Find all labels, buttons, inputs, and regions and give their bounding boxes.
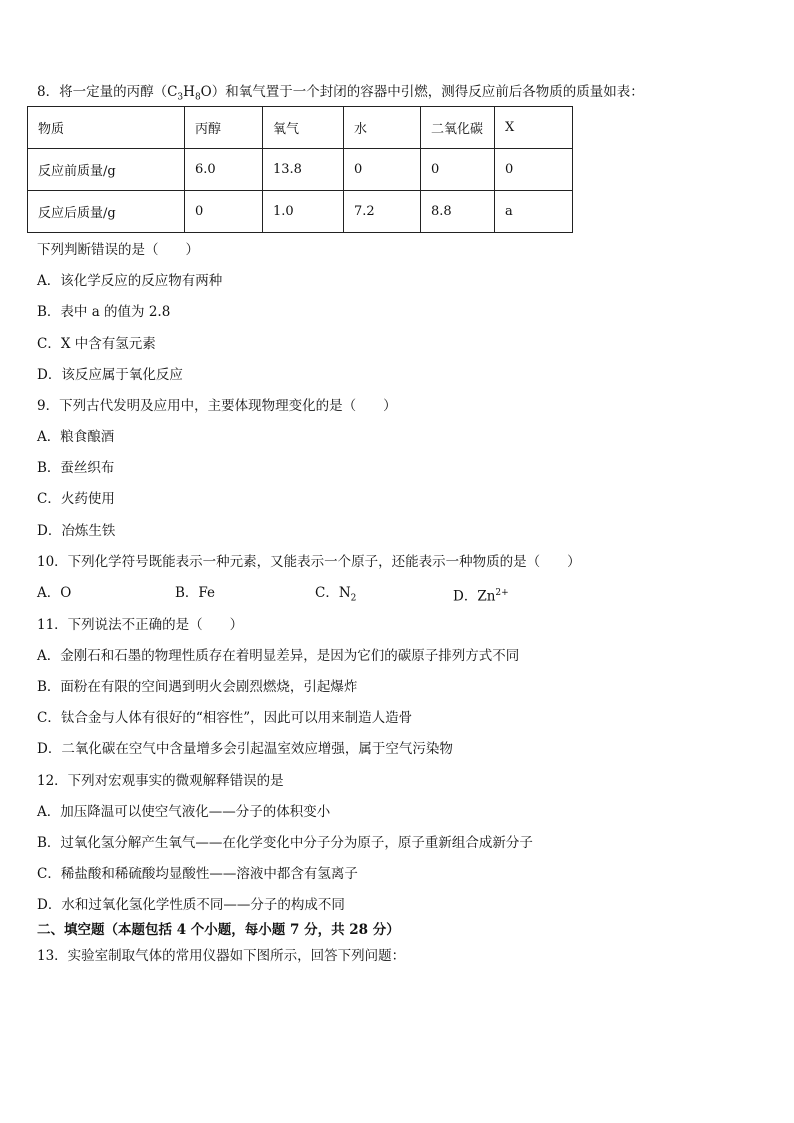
q10-option-c-text: C．N xyxy=(315,585,351,601)
table-cell: 6.0 xyxy=(185,149,263,191)
q12-option-c: C．稀盐酸和稀硫酸均显酸性——溶液中都含有氢离子 xyxy=(37,866,358,882)
q12-option-a: A．加压降温可以使空气液化——分子的体积变小 xyxy=(37,804,331,820)
table-cell: 8.8 xyxy=(421,191,495,233)
q10-option-d-text: D．Zn xyxy=(453,588,496,605)
table-header-row xyxy=(28,107,573,149)
q10-option-b: B．Fe xyxy=(175,585,216,601)
table-cell: 0 xyxy=(421,149,495,191)
q8-stem xyxy=(37,83,644,107)
q8-stem-part2: H xyxy=(183,84,195,100)
q8-stem-sub1: 3 xyxy=(177,92,184,103)
q8-question: 下列判断错误的是（ ） xyxy=(37,242,199,258)
q9-stem: 9．下列古代发明及应用中，主要体现物理变化的是（ ） xyxy=(37,398,397,414)
q10-stem: 10．下列化学符号既能表示一种元素，又能表示一个原子，还能表示一种物质的是（ ） xyxy=(37,554,581,570)
q10-option-c-sub: 2 xyxy=(350,593,357,604)
q13-stem: 13．实验室制取气体的常用仪器如下图所示，回答下列问题： xyxy=(37,948,406,964)
q9-option-c: C．火药使用 xyxy=(37,491,115,507)
q11-option-a: A．金刚石和石墨的物理性质存在着明显差异，是因为它们的碳原子排列方式不同 xyxy=(37,648,520,664)
q8-stem-part1: 8．将一定量的丙醇（C xyxy=(37,84,178,100)
table-cell: 0 xyxy=(495,149,573,191)
table-row xyxy=(28,191,573,233)
table-cell: 二氧化碳 xyxy=(421,107,495,149)
q10-option-a: A．O xyxy=(37,585,72,601)
q8-stem-part3: O）和氧气置于一个封闭的容器中引燃，测得反应前后各物质的质量如表： xyxy=(200,84,644,100)
q9-option-a: A．粮食酿酒 xyxy=(37,429,115,445)
table-row xyxy=(28,149,573,191)
q11-option-b: B．面粉在有限的空间遇到明火会剧烈燃烧，引起爆炸 xyxy=(37,679,358,695)
table-cell: 物质 xyxy=(28,107,185,149)
table-cell: 0 xyxy=(344,149,421,191)
table-cell: 丙醇 xyxy=(185,107,263,149)
q11-option-d: D．二氧化碳在空气中含量增多会引起温室效应增强，属于空气污染物 xyxy=(37,741,453,757)
q9-option-d: D．冶炼生铁 xyxy=(37,523,116,539)
q11-option-c: C．钛合金与人体有很好的“相容性”，因此可以用来制造人造骨 xyxy=(37,710,413,726)
table-cell: 反应前质量/g xyxy=(28,149,185,191)
q10-option-c xyxy=(315,584,356,608)
q10-option-d-sup: 2+ xyxy=(495,588,509,598)
table-cell: a xyxy=(495,191,573,233)
q11-stem: 11．下列说法不正确的是（ ） xyxy=(37,617,244,633)
table-cell: 反应后质量/g xyxy=(28,191,185,233)
table-cell: 13.8 xyxy=(263,149,344,191)
q8-option-b: B．表中 a 的值为 2.8 xyxy=(37,304,171,320)
table-cell: 水 xyxy=(344,107,421,149)
q10-option-d xyxy=(453,584,509,606)
mass-table xyxy=(27,106,573,233)
q12-option-b: B．过氧化氢分解产生氧气——在化学变化中分子分为原子，原子重新组合成新分子 xyxy=(37,835,533,851)
q9-option-b: B．蚕丝织布 xyxy=(37,460,115,476)
table-cell: X xyxy=(495,107,573,149)
table-cell: 7.2 xyxy=(344,191,421,233)
q8-stem-sub2: 8 xyxy=(194,92,201,103)
q8-option-a: A．该化学反应的反应物有两种 xyxy=(37,273,223,289)
table-cell: 1.0 xyxy=(263,191,344,233)
table-cell: 氧气 xyxy=(263,107,344,149)
table-cell: 0 xyxy=(185,191,263,233)
q12-option-d: D．水和过氧化氢化学性质不同——分子的构成不同 xyxy=(37,897,345,913)
q12-stem: 12．下列对宏观事实的微观解释错误的是 xyxy=(37,773,284,789)
q8-option-c: C．X 中含有氢元素 xyxy=(37,336,156,352)
section-heading: 二、填空题（本题包括 4 个小题，每小题 7 分，共 28 分） xyxy=(37,922,400,938)
q8-option-d: D．该反应属于氧化反应 xyxy=(37,367,183,383)
